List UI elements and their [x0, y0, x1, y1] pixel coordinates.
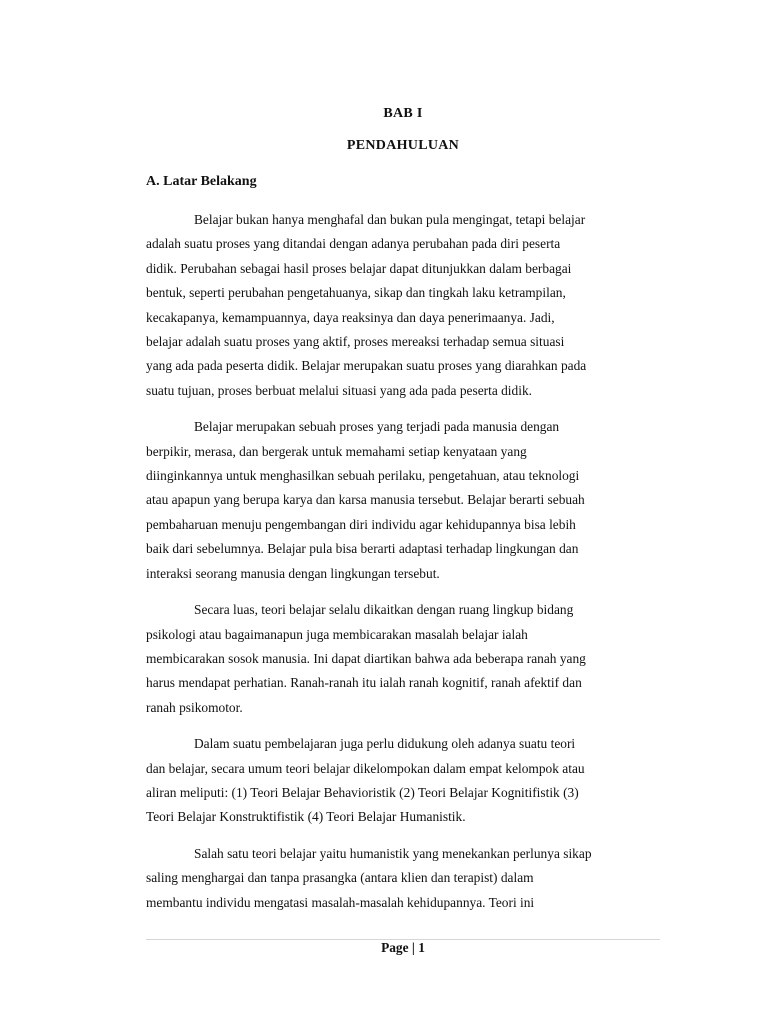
text-line: Salah satu teori belajar yaitu humanistik yang menekankan perlunya sikap: [194, 845, 592, 861]
text-line: dan belajar, secara umum teori belajar dikelompokan dalam empat kelompok atau: [146, 760, 585, 776]
text-line: yang ada pada peserta didik. Belajar merupakan suatu proses yang diarahkan pada: [146, 358, 587, 374]
paragraph-3: [146, 598, 660, 720]
text-line: Belajar bukan hanya menghafal dan bukan pula mengingat, tetapi belajar: [194, 212, 586, 227]
text-line: Teori Belajar Konstruktifistik (4) Teori Belajar Humanistik.: [146, 809, 466, 825]
text-line: aliran meliputi: (1) Teori Belajar Behavioristik (2) Teori Belajar Kognitifistik (3): [146, 784, 579, 800]
text-line: adalah suatu proses yang ditandai dengan adanya perubahan pada diri peserta: [146, 236, 561, 252]
text-line: berpikir, merasa, dan bergerak untuk memahami setiap kenyataan yang: [146, 443, 527, 459]
text-line: saling menghargai dan tanpa prasangka (antara klien dan terapist) dalam: [146, 870, 534, 886]
text-line: harus mendapat perhatian. Ranah-ranah itu ialah ranah kognitif, ranah afektif dan: [146, 675, 582, 691]
text-line: baik dari sebelumnya. Belajar pula bisa berarti adaptasi terhadap lingkungan dan: [146, 541, 579, 557]
text-line: psikologi atau bagaimanapun juga membicarakan masalah belajar ialah: [146, 626, 528, 642]
text-line: kecakapanya, kemampuannya, daya reaksinya dan daya penerimaanya. Jadi,: [146, 309, 555, 325]
text-line: Secara luas, teori belajar selalu dikaitkan dengan ruang lingkup bidang: [194, 602, 574, 618]
text-line: pembaharuan menuju pengembangan diri individu agar kehidupannya bisa lebih: [146, 516, 576, 532]
text-line: Dalam suatu pembelajaran juga perlu didukung oleh adanya suatu teori: [194, 736, 576, 752]
text-line: membicarakan sosok manusia. Ini dapat diartikan bahwa ada beberapa ranah yang: [146, 650, 586, 666]
paragraph-5: [146, 842, 660, 915]
section-heading: A. Latar Belakang: [146, 174, 257, 189]
text-line: membantu individu mengatasi masalah-masalah kehidupannya. Teori ini: [146, 894, 535, 910]
paragraph-2: [146, 415, 660, 586]
text-line: atau apapun yang berupa karya dan karsa manusia tersebut. Belajar berarti sebuah: [146, 492, 585, 508]
text-line: bentuk, seperti perubahan pengetahuanya, sikap dan tingkah laku ketrampilan,: [146, 285, 566, 301]
text-line: didik. Perubahan sebagai hasil proses belajar dapat ditunjukkan dalam berbagai: [146, 260, 572, 276]
page-number: Page | 1: [381, 940, 425, 955]
text-line: Belajar merupakan sebuah proses yang terjadi pada manusia dengan: [194, 419, 560, 435]
text-line: interaksi seorang manusia dengan lingkungan tersebut.: [146, 565, 440, 581]
chapter-heading: BAB I: [383, 106, 423, 121]
text-line: diinginkannya untuk menghasilkan sebuah perilaku, pengetahuan, atau teknologi: [146, 468, 580, 484]
text-line: belajar adalah suatu proses yang aktif, proses mereaksi terhadap semua situasi: [146, 334, 565, 350]
chapter-title: PENDAHULUAN: [346, 138, 460, 153]
paragraph-1: [146, 208, 660, 403]
paragraph-4: [146, 732, 660, 830]
text-line: suatu tujuan, proses berbuat melalui situasi yang ada pada peserta didik.: [146, 382, 532, 398]
text-line: ranah psikomotor.: [146, 699, 243, 715]
body-text: [146, 208, 660, 927]
